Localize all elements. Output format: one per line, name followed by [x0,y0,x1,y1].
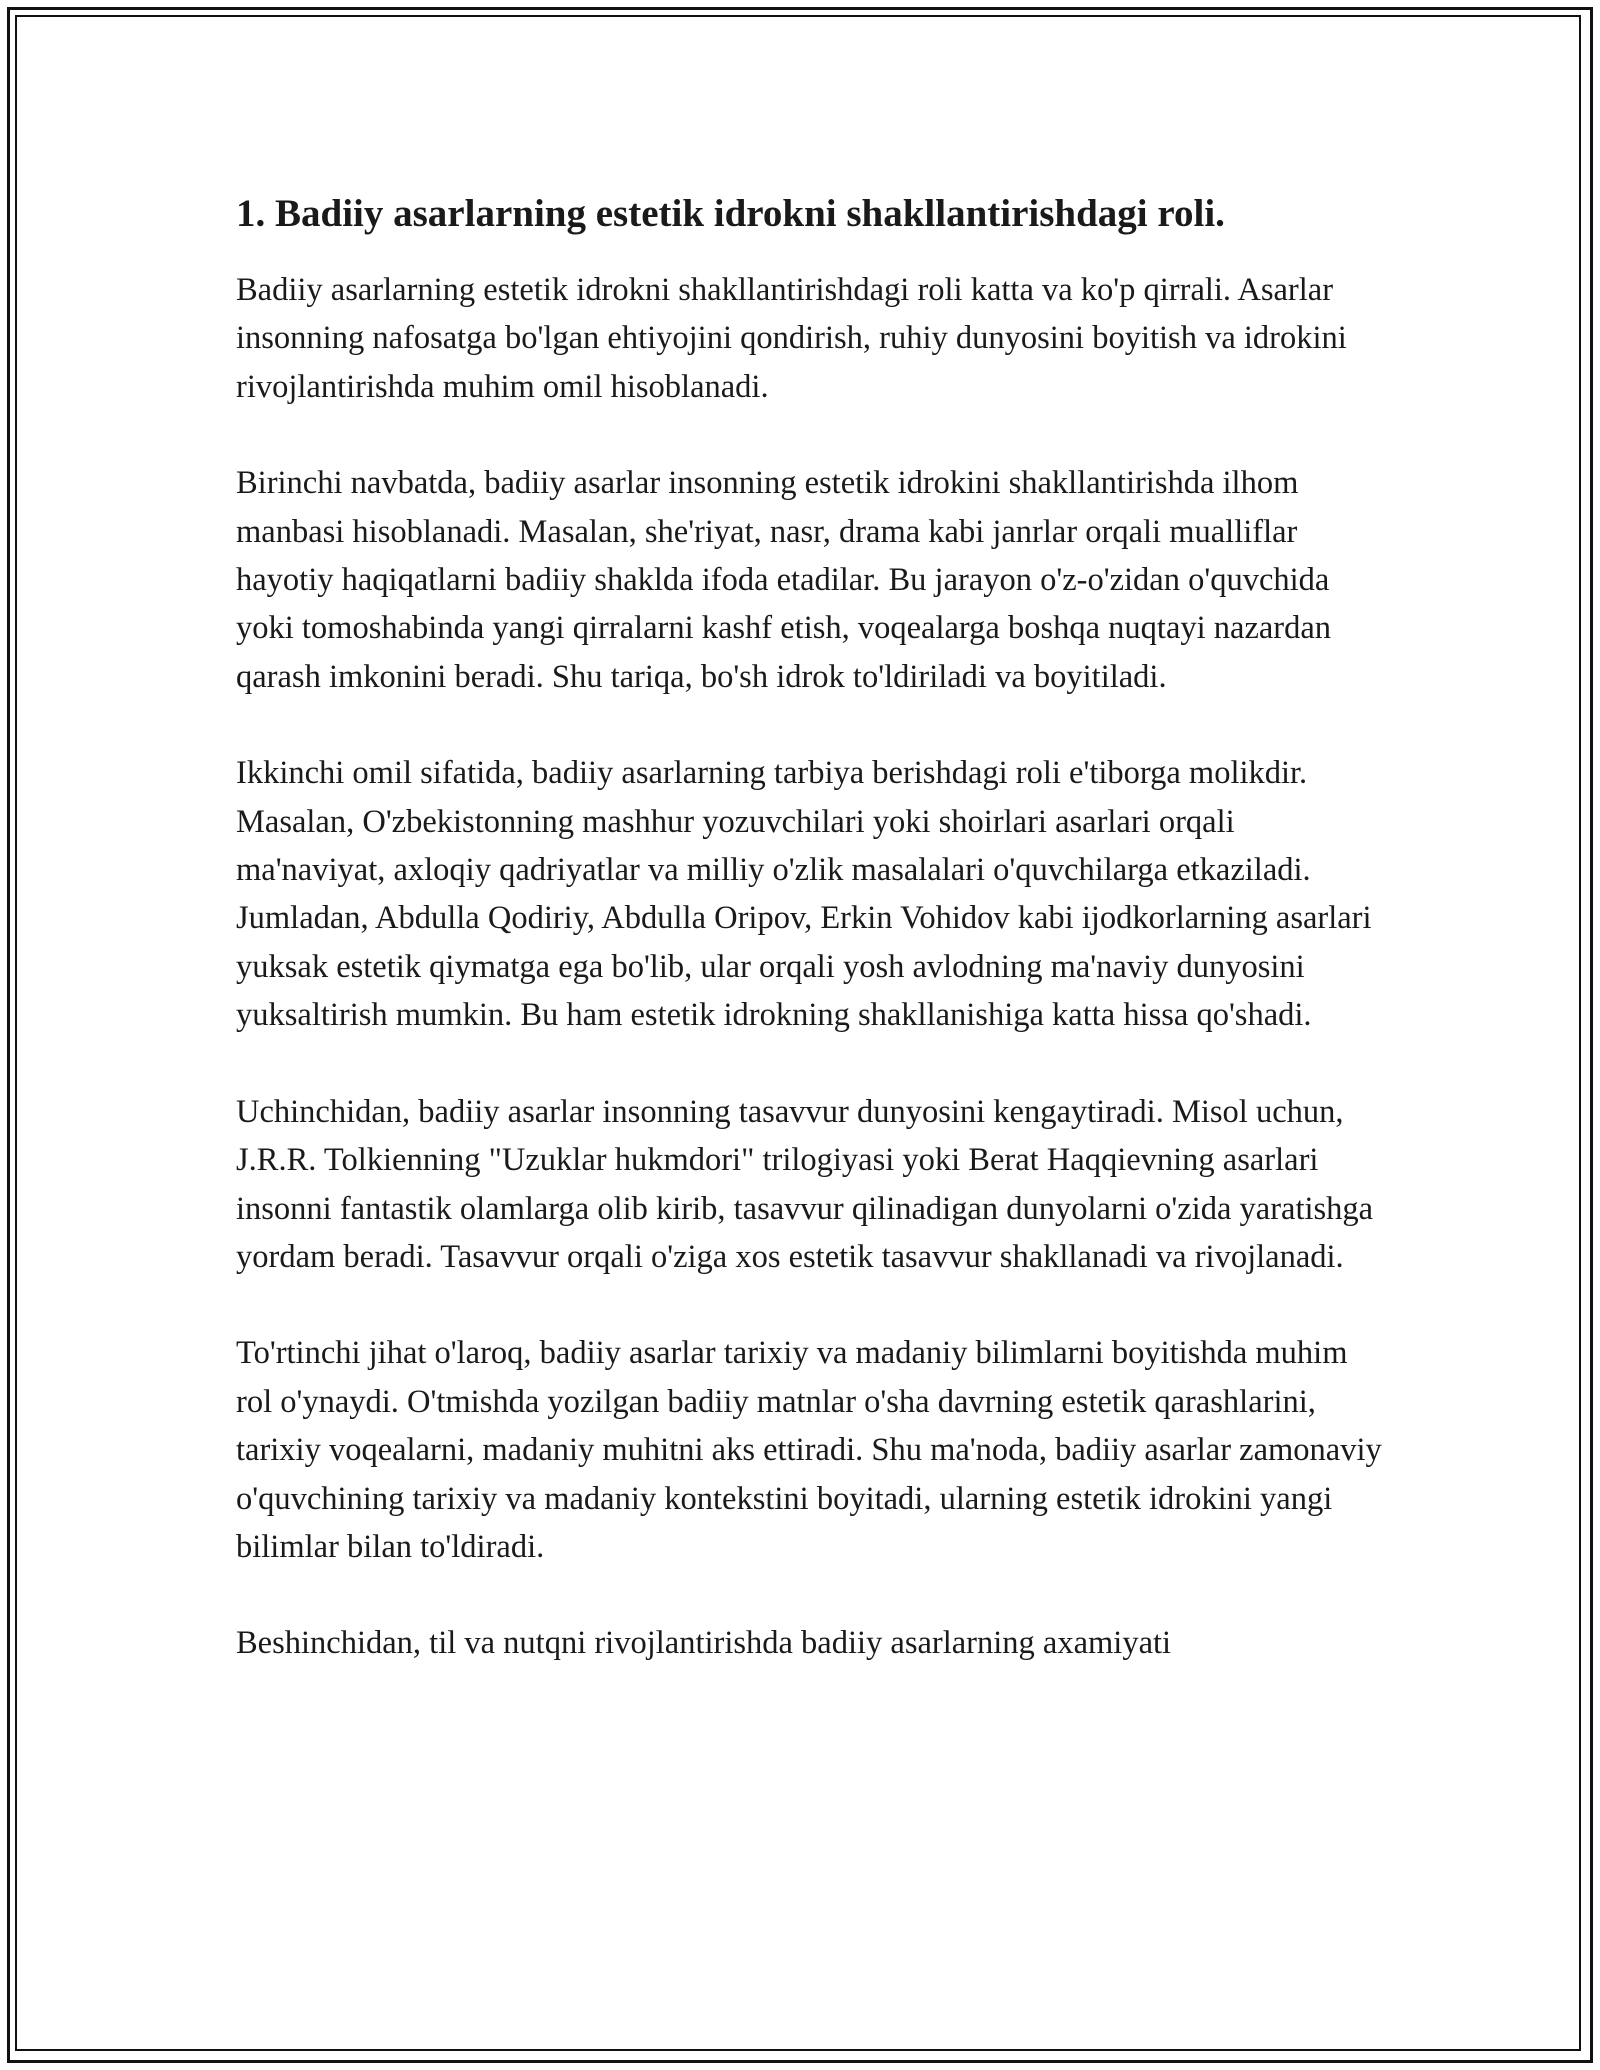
paragraph-first-point: Birinchi navbatda, badiiy asarlar insonning estetik idrokini shakllantirishda ilhom manbasi hisoblanadi. Masalan, she'riyat, nasr, drama kabi janrlar orqali mualliflar hayotiy haqiqatlarni badiiy shaklda ifoda etadilar. Bu jarayon o'z-o'zidan o'quvchida yoki tomoshabinda yangi qirralarni kashf etish, voqealarga boshqa nuqtayi nazardan qarash imkonini beradi. Shu tariqa, bo'sh idrok to'ldiriladi va boyitiladi. [236,465,1332,695]
document-page [236,186,1386,1668]
document-title: 1. Badiiy asarlarning estetik idrokni shakllantirishdagi roli. [236,192,1225,235]
paragraph-fifth-point: Beshinchidan, til va nutqni rivojlantirishda badiiy asarlarning axamiyati [236,1625,1172,1662]
paragraph-fourth-point: To'rtinchi jihat o'laroq, badiiy asarlar tarixiy va madaniy bilimlarni boyitishda muhim rol o'ynaydi. O'tmishda yozilgan badiiy matnlar o'sha davrning estetik qarashlarini, tarixiy voqealarni, madaniy muhitni aks ettiradi. Shu ma'noda, badiiy asarlar zamonaviy o'quvchining tarixiy va madaniy kontekstini boyitadi, ularning estetik idrokini yangi bilimlar bilan to'ldiradi. [236,1335,1382,1565]
paragraph-second-point: Ikkinchi omil sifatida, badiiy asarlarning tarbiya berishdagi roli e'tiborga molikdir. Masalan, O'zbekistonning mashhur yozuvchilari yoki shoirlari asarlari orqali ma'naviyat, axloqiy qadriyatlar va milliy o'zlik masalalari o'quvchilarga etkaziladi. Jumladan, Abdulla Qodiriy, Abdulla Oripov, Erkin Vohidov kabi ijodkorlarning asarlari yuksak estetik qiymatga ega bo'lib, ular orqali yosh avlodning ma'naviy dunyosini yuksaltirish mumkin. Bu ham estetik idrokning shakllanishiga katta hissa qo'shadi. [236,755,1372,1034]
paragraph-intro: Badiiy asarlarning estetik idrokni shakllantirishdagi roli katta va ko'p qirrali. Asarlar insonning nafosatga bo'lgan ehtiyojini qondirish, ruhiy dunyosini boyitish va idrokini rivojlantirishda muhim omil hisoblanadi. [236,272,1347,405]
paragraph-third-point: Uchinchidan, badiiy asarlar insonning tasavvur dunyosini kengaytiradi. Misol uchun, J.R.R. Tolkienning "Uzuklar hukmdori" trilogiyasi yoki Berat Haqqievning asarlari insonni fantastik olamlarga olib kirib, tasavvur qilinadigan dunyolarni o'zida yaratishga yordam beradi. Tasavvur orqali o'ziga xos estetik tasavvur shakllanadi va rivojlanadi. [236,1093,1374,1275]
